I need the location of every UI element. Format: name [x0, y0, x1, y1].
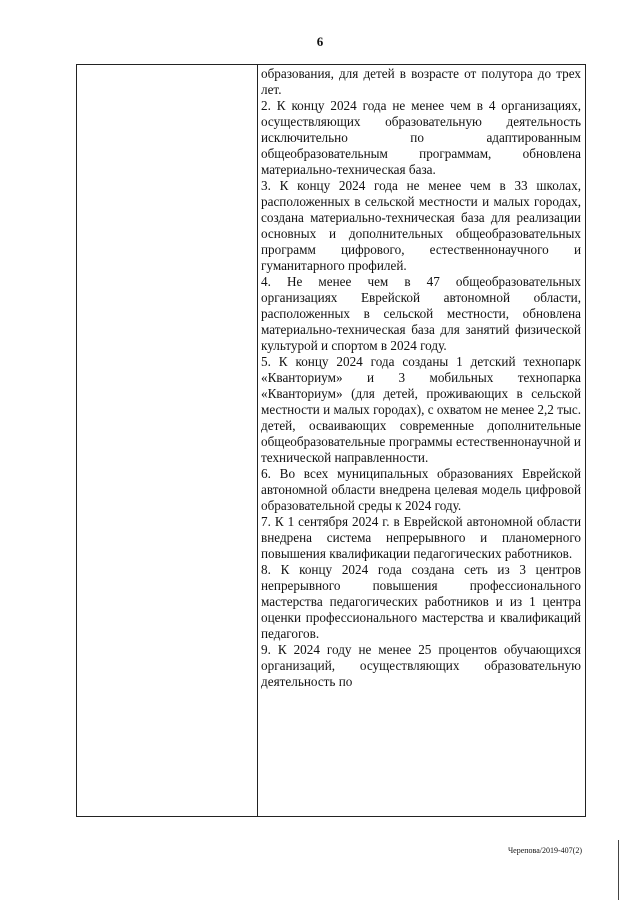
paragraph-item-8: 8. К концу 2024 года создана сеть из 3 центров непрерывного повышения профессионального мастерства педагогических работников и из 1 центра оценки профессионального мастерства и квалификаций педагогов.: [261, 562, 581, 641]
paragraph-item-9: 9. К 2024 году не менее 25 процентов обучающихся организаций, осуществляющих образовательную деятельность по: [261, 642, 581, 689]
column-divider: [257, 65, 258, 816]
paragraph-item-6: 6. Во всех муниципальных образованиях Еврейской автономной области внедрена целевая модель цифровой образовательной среды к 2024 году.: [261, 466, 581, 513]
paragraph-item-5: 5. К концу 2024 года созданы 1 детский технопарк «Кванториум» и 3 мобильных технопарка «Кванториум» (для детей, проживающих в сельской местности и малых городах), с охватом не менее 2,2 тыс. детей, осваивающих современные дополнительные общеобразовательные программы естественнонаучной и технической направленности.: [261, 354, 581, 465]
paragraph-item-7: 7. К 1 сентября 2024 г. в Еврейской автономной области внедрена система непрерывного и планомерного повышения квалификации педагогических работников.: [261, 514, 581, 561]
paragraph-item-4: 4. Не менее чем в 47 общеобразовательных организациях Еврейской автономной области, расположенных в сельской местности, обновлена материально-техническая база для занятий физической культурой и спортом в 2024 году.: [261, 274, 581, 353]
paragraph-item-2: 2. К концу 2024 года не менее чем в 4 организациях, осуществляющих образовательную деятельность исключительно по адаптированным общеобразовательным программам, обновлена материально-техническая база.: [261, 98, 581, 177]
page-number: 6: [316, 34, 324, 49]
paragraph-continuation: образования, для детей в возрасте от полутора до трех лет.: [261, 66, 581, 97]
paragraph-item-3: 3. К концу 2024 года не менее чем в 33 школах, расположенных в сельской местности и малых городах, создана материально-техническая база для реализации основных и дополнительных общеобразовательных программ цифрового, естественнонаучного и гуманитарного профилей.: [261, 178, 581, 273]
document-table: [76, 64, 586, 817]
page-edge-line: [618, 840, 620, 900]
table-right-cell: [261, 66, 581, 690]
footer-code: Черепова/2019-407(2): [507, 846, 582, 855]
